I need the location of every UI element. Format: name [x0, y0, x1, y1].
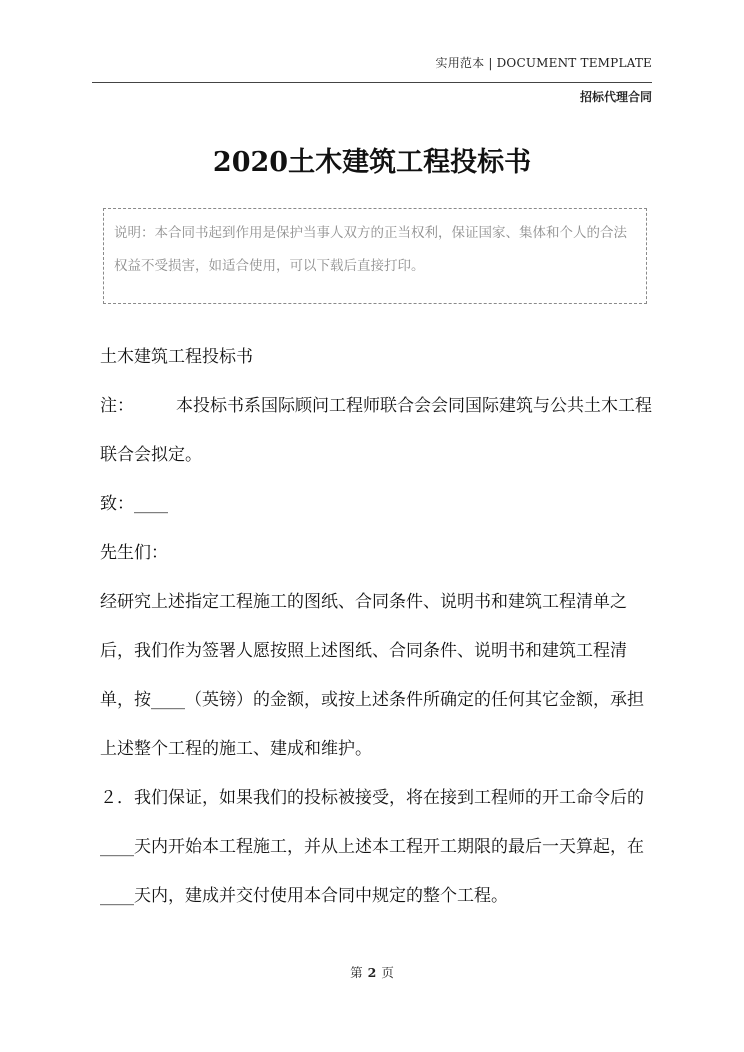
note-text: 本投标书系国际顾问工程师联合会会同国际建筑与公共土木工程联合会拟定。	[100, 396, 652, 465]
header-divider	[92, 82, 652, 83]
page-number: 2	[367, 965, 377, 980]
page-suffix: 页	[381, 965, 394, 980]
body-paragraph-1: 经研究上述指定工程施工的图纸、合同条件、说明书和建筑工程清单之后，我们作为签署人愿按照上述图纸、合同条件、说明书和建筑工程清单，按____（英镑）的金额，或按上述条件所确定的任何其它金额，承担上述整个工程的施工、建成和维护。	[100, 592, 644, 759]
instruction-note-box	[103, 208, 647, 304]
body-heading: 土木建筑工程投标书	[100, 347, 253, 367]
note-paragraph	[100, 382, 660, 480]
header-document-template-label: 实用范本 | DOCUMENT TEMPLATE	[435, 56, 652, 70]
note-label: 注：	[100, 396, 134, 416]
header-category-label: 招标代理合同	[579, 90, 652, 104]
salutation-line: 先生们：	[100, 543, 168, 563]
addressee-line: 致：____	[100, 494, 168, 514]
document-title: 2020土木建筑工程投标书	[212, 147, 532, 178]
instruction-note-text: 说明：本合同书起到作用是保护当事人双方的正当权利，保证国家、集体和个人的合法权益不受损害，如适合使用，可以下载后直接打印。	[114, 225, 627, 274]
body-paragraph-2: ２．我们保证，如果我们的投标被接受，将在接到工程师的开工命令后的____天内开始本工程施工，并从上述本工程开工期限的最后一天算起，在____天内，建成并交付使用本合同中规定的整个工程。	[100, 788, 644, 906]
document-body	[100, 333, 660, 921]
page-prefix: 第	[350, 965, 363, 980]
page-footer	[0, 963, 744, 981]
